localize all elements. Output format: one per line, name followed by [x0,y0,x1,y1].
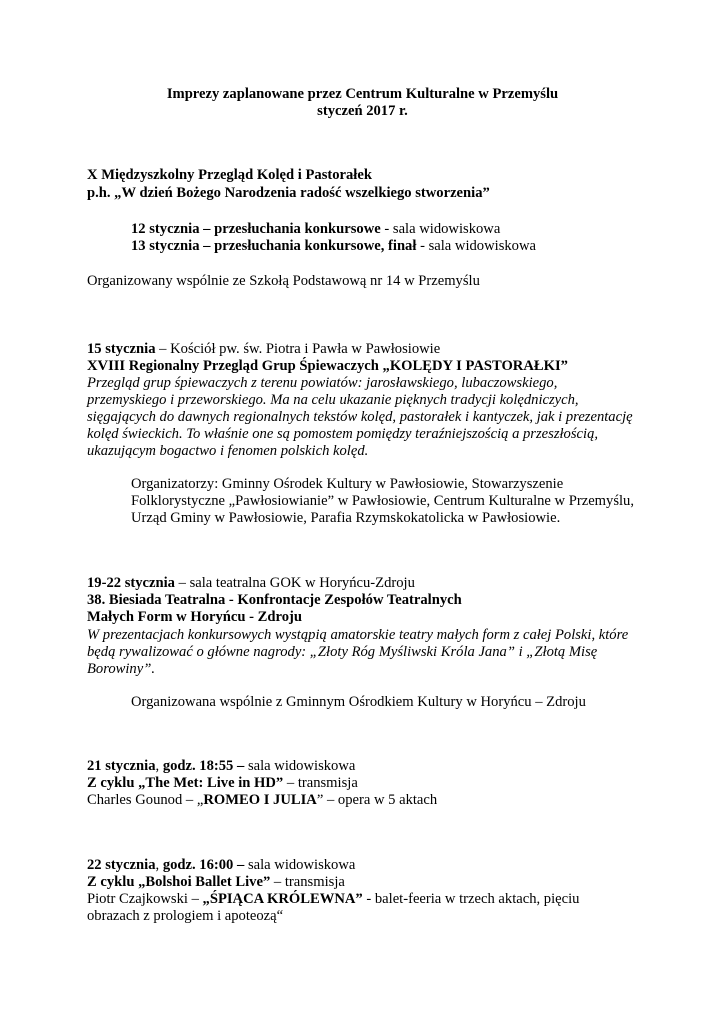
event3-desc-line: będą rywalizować o główne nagrody: „Złoty Róg Myśliwski Króla Jana” i „Złotą Misę [87,644,598,660]
event5-date [87,857,355,874]
event4-date-sep: , [155,758,163,774]
event2-organizers-line: Urząd Gminy w Pawłosiowie, Parafia Rzymskokatolicka w Pawłosiowie. [131,510,561,526]
event3-title-cont: Małych Form w Horyńcu - Zdroju [87,609,302,625]
event3-date [87,575,415,592]
event4-series-type: – transmisja [283,775,358,791]
event4-series [87,775,358,792]
event3-organizer: Organizowana wspólnie z Gminnym Ośrodkiem Kultury w Horyńcu – Zdroju [131,694,586,710]
event4-series-name: Z cyklu „The Met: Live in HD” [87,775,284,791]
event4-work [87,792,437,809]
event1-date1 [131,221,500,238]
event4-work-title: ROMEO I JULIA [203,792,317,808]
event2-desc-line: ukazującym bogactwo i fenomen polskich kolęd. [87,443,369,459]
event4-date [87,758,355,775]
event1-date1-bold: 12 stycznia – przesłuchania konkursowe [131,221,381,237]
event2-organizers-line: Organizatorzy: Gminny Ośrodek Kultury w Pawłosiowie, Stowarzyszenie [131,476,564,492]
event5-work-cont: obrazach z prologiem i apoteozą“ [87,908,284,924]
event4-date-bold: 21 stycznia [87,758,156,774]
event3-desc-line: Borowiny”. [87,661,155,677]
event4-composer: Charles Gounod – „ [87,792,204,808]
event3-title: 38. Biesiada Teatralna - Konfrontacje Zespołów Teatralnych [87,592,462,608]
event2-desc-line: kolęd świeckich. To właśnie one są pomostem pomiędzy teraźniejszością a przeszłością, [87,426,599,442]
event5-date-sep: , [155,857,163,873]
page-subtitle: styczeń 2017 r. [317,103,408,119]
event5-series-type: – transmisja [270,874,345,890]
event1-organizer: Organizowany wspólnie ze Szkołą Podstawową nr 14 w Przemyślu [87,273,480,289]
event2-date [87,341,440,358]
event1-motto: p.h. „W dzień Bożego Narodzenia radość wszelkiego stworzenia” [87,185,490,201]
event1-date2-rest: - sala widowiskowa [416,238,536,254]
event3-date-rest: – sala teatralna GOK w Horyńcu-Zdroju [174,575,415,591]
event1-date1-rest: - sala widowiskowa [380,221,501,237]
event1-title: X Międzyszkolny Przegląd Kolęd i Pastorałek [87,167,372,183]
event5-composer: Piotr Czajkowski – [87,891,203,907]
event5-date-bold: 22 stycznia [87,857,156,873]
event1-date2 [131,238,536,255]
event4-venue: sala widowiskowa [244,758,356,774]
event5-work-desc: - balet-feeria w trzech aktach, pięciu [362,891,580,907]
event5-time: godz. 16:00 – [162,857,245,873]
event3-date-bold: 19-22 stycznia [87,575,175,591]
event4-time: godz. 18:55 – [162,758,245,774]
event5-venue: sala widowiskowa [244,857,356,873]
event5-work [87,891,579,908]
page-title: Imprezy zaplanowane przez Centrum Kulturalne w Przemyślu [166,86,559,102]
event5-series-name: Z cyklu „Bolshoi Ballet Live” [87,874,271,890]
event2-title: XVIII Regionalny Przegląd Grup Śpiewaczych „KOLĘDY I PASTORAŁKI” [87,358,568,374]
event2-desc-line: sięgających do dawnych regionalnych tekstów kolęd, pastorałek i kantyczek, jak i prezentację [87,409,633,425]
event2-desc-line: Przegląd grup śpiewaczych z terenu powiatów: jarosławskiego, lubaczowskiego, [87,375,558,391]
event4-work-desc: ” – opera w 5 aktach [316,792,438,808]
event2-date-bold: 15 stycznia [87,341,156,357]
event2-date-rest: – Kościół pw. św. Piotra i Pawła w Pawłosiowie [155,341,441,357]
event2-organizers-line: Folklorystyczne „Pawłosiowianie” w Pawłosiowie, Centrum Kulturalne w Przemyślu, [131,493,634,509]
event5-work-title: „ŚPIĄCA KRÓLEWNA” [202,891,363,907]
event5-series [87,874,345,891]
event1-date2-bold: 13 stycznia – przesłuchania konkursowe, finał [131,238,417,254]
event3-desc-line: W prezentacjach konkursowych wystąpią amatorskie teatry małych form z całej Polski, które [87,627,629,643]
event2-desc-line: przemyskiego i przeworskiego. Ma na celu ukazanie pięknych tradycji kolędniczych, [87,392,579,408]
